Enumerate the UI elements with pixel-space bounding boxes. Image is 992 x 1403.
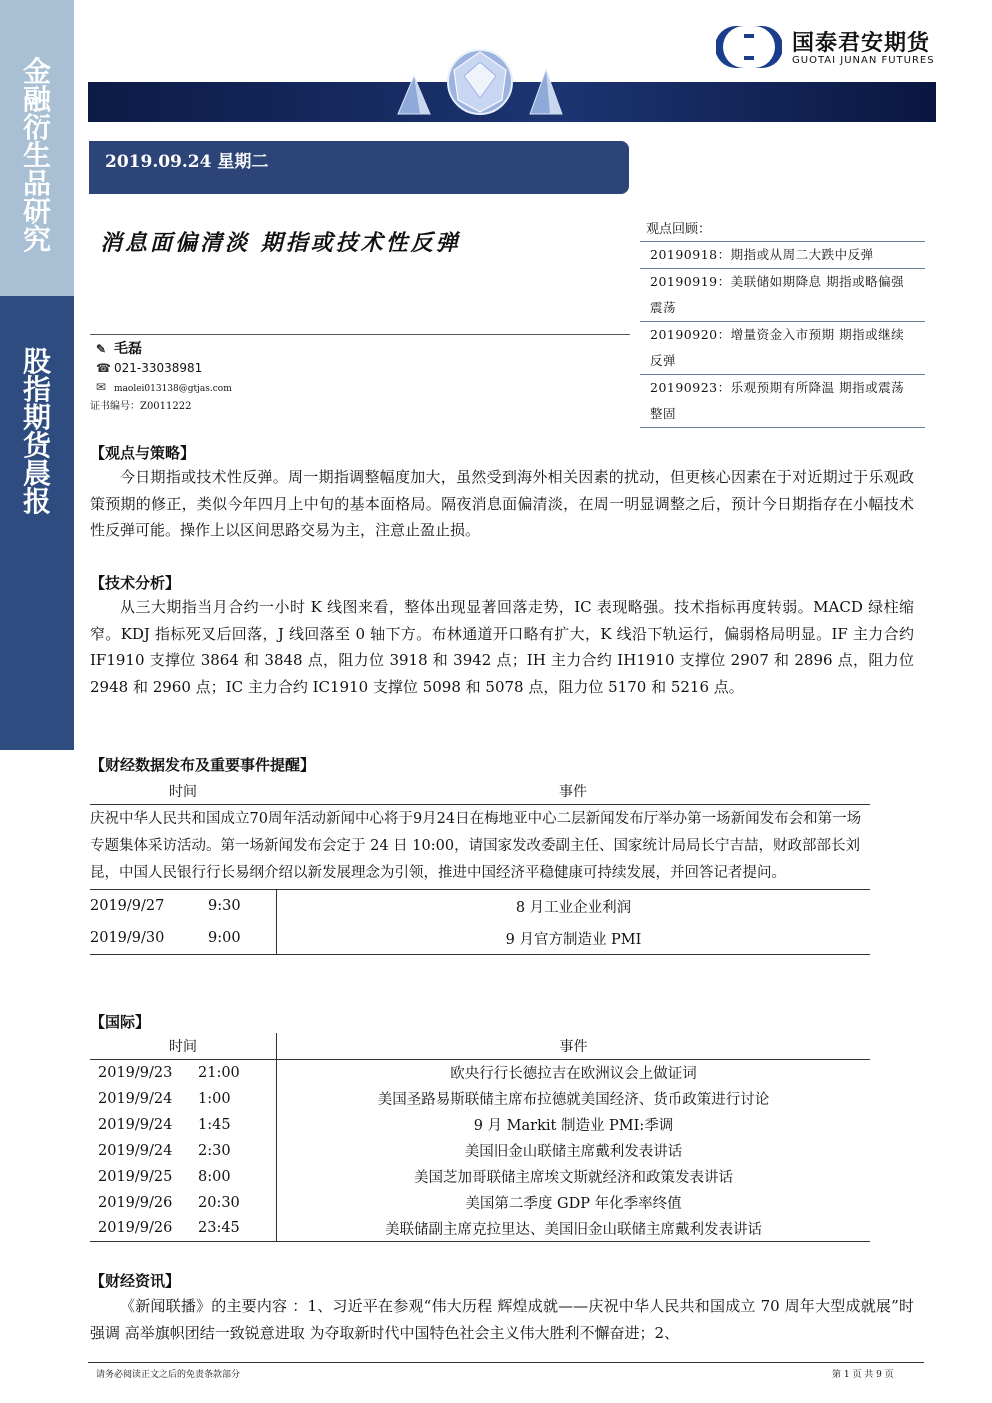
author-cert: 证书编号：Z0011222 bbox=[90, 401, 192, 412]
table-row bbox=[90, 1138, 870, 1164]
col-event: 事件 bbox=[277, 1033, 871, 1060]
company-name-cn: 国泰君安期货 bbox=[792, 31, 931, 56]
row-date: 2019/9/26 bbox=[98, 1194, 173, 1211]
table-row bbox=[90, 1060, 870, 1086]
row-event: 8 月工业企业利润 bbox=[277, 890, 871, 922]
review-item: 20190918：期指或从周二大跌中反弹 bbox=[640, 242, 925, 269]
side-band-top bbox=[0, 0, 74, 296]
row-event: 9 月官方制造业 PMI bbox=[277, 922, 871, 954]
row-time: 1:45 bbox=[198, 1116, 231, 1133]
side-label-research: 金 融 衍 生 品 研 究 bbox=[22, 55, 51, 256]
author-name-row bbox=[96, 338, 142, 358]
row-time: 9:00 bbox=[208, 930, 241, 946]
domestic-rows bbox=[90, 890, 870, 954]
row-date: 2019/9/30 bbox=[90, 930, 165, 946]
row-time: 21:00 bbox=[198, 1064, 240, 1081]
row-date: 2019/9/24 bbox=[98, 1142, 173, 1159]
table-row bbox=[90, 890, 870, 922]
row-date-time bbox=[90, 1164, 277, 1190]
row-time: 9:30 bbox=[208, 898, 241, 914]
col-time: 时间 bbox=[169, 784, 197, 800]
report-date: 2019.09.24 星期二 bbox=[89, 141, 629, 194]
news-heading: 【财经资讯】 bbox=[90, 1272, 181, 1290]
technical-text: 从三大期指当月合约一小时 K 线图来看，整体出现显著回落走势，IC 表现略强。技术指标再度转弱。MACD 绿柱缩窄。KDJ 指标死叉后回落，J 线回落至 0 轴下方。布林通道开口略有扩大，K 线沿下轨运行，偏弱格局明显。IF 主力合约 IF1910 支撑位 3864 和 3848 点，阻力位 3918 和 3942 点；IH 主力合约 IH1910 支撑位 2907 和 2896 点，阻力位 2948 和 2960 点；IC 主力合约 IC1910 支撑位 5098 和 5078 点，阻力位 5170 和 5216 点。 bbox=[90, 598, 914, 696]
author-email[interactable]: maolei013138@gtjas.com bbox=[114, 384, 232, 394]
author-divider bbox=[90, 334, 630, 335]
row-event: 9 月 Markit 制造业 PMI:季调 bbox=[277, 1112, 871, 1138]
company-logo-icon bbox=[716, 26, 782, 68]
row-time: 1:00 bbox=[198, 1090, 231, 1107]
table-row bbox=[90, 1112, 870, 1138]
col-time: 时间 bbox=[169, 1039, 197, 1055]
row-date: 2019/9/23 bbox=[98, 1064, 173, 1081]
author-phone: 021-33038981 bbox=[114, 361, 203, 375]
page-number: 第 1 页 共 9 页 bbox=[832, 1370, 894, 1380]
side-label-report: 股 指 期 货 晨 报 bbox=[22, 345, 51, 518]
phone-icon: ☎ bbox=[96, 361, 111, 375]
row-date: 2019/9/27 bbox=[90, 898, 165, 914]
row-date-time bbox=[90, 1216, 277, 1242]
row-event: 美国第二季度 GDP 年化季率终值 bbox=[277, 1190, 871, 1216]
domestic-table bbox=[90, 778, 870, 955]
strategy-text: 今日期指或技术性反弹。周一期指调整幅度加大，虽然受到海外相关因素的扰动，但更核心因素在于对近期过于乐观政策预期的修正，类似今年四月上中旬的基本面格局。隔夜消息面偏清淡，在周一明显调整之后，预计今日期指存在小幅技术性反弹可能。操作上以区间思路交易为主，注意止盈止损。 bbox=[90, 468, 914, 539]
review-item: 20190923：乐观预期有所降温 期指或震荡整固 bbox=[640, 375, 925, 428]
review-item: 20190919：美联储如期降息 期指或略偏强震荡 bbox=[640, 269, 925, 322]
footer-divider bbox=[88, 1362, 924, 1363]
news-text: 《新闻联播》的主要内容 ：1、习近平在参观“伟大历程 辉煌成就——庆祝中华人民共和国成立 70 周年大型成就展”时强调 高举旗帜团结一致锐意进取 为夺取新时代中国特色社会主义伟大胜利不懈奋进；2、 bbox=[90, 1297, 914, 1342]
row-date-time bbox=[90, 1112, 277, 1138]
row-date-time bbox=[90, 1190, 277, 1216]
row-date: 2019/9/24 bbox=[98, 1116, 173, 1133]
table-row bbox=[90, 1164, 870, 1190]
table-row bbox=[90, 1216, 870, 1242]
row-event: 美国圣路易斯联储主席布拉德就美国经济、货币政策进行讨论 bbox=[277, 1086, 871, 1112]
strategy-heading: 【观点与策略】 bbox=[90, 444, 196, 462]
row-date: 2019/9/24 bbox=[98, 1090, 173, 1107]
row-event: 美国芝加哥联储主席埃文斯就经济和政策发表讲话 bbox=[277, 1164, 871, 1190]
row-date-time bbox=[90, 1138, 277, 1164]
author-name: 毛磊 bbox=[114, 341, 142, 357]
footer-disclaimer: 请务必阅读正文之后的免责条款部分 bbox=[96, 1370, 241, 1380]
review-title: 观点回顾： bbox=[640, 214, 925, 242]
viewpoint-review bbox=[640, 214, 925, 428]
row-event: 美国旧金山联储主席戴利发表讲话 bbox=[277, 1138, 871, 1164]
domestic-note: 庆祝中华人民共和国成立70周年活动新闻中心将于9月24日在梅地亚中心二层新闻发布厅举办第一场新闻发布会和第一场专题集体采访活动。第一场新闻发布会定于 24 日 10:00，请国家发改委副主任、国家统计局局长宁吉喆，财政部部长刘昆，中国人民银行行长易纲介绍以新发展理念为引领，推进中国经济平稳健康可持续发展，并回答记者提问。 bbox=[90, 811, 862, 881]
row-event: 美联储副主席克拉里达、美国旧金山联储主席戴利发表讲话 bbox=[277, 1216, 871, 1242]
mail-icon: ✉ bbox=[96, 380, 107, 394]
international-table bbox=[90, 1033, 870, 1242]
row-time: 8:00 bbox=[198, 1168, 231, 1185]
diamond-graphic-icon bbox=[390, 48, 570, 124]
row-time: 20:30 bbox=[198, 1194, 240, 1211]
table-row bbox=[90, 1086, 870, 1112]
row-date: 2019/9/25 bbox=[98, 1168, 173, 1185]
pen-icon: ✎ bbox=[96, 342, 107, 356]
row-date-time bbox=[90, 1086, 277, 1112]
col-event: 事件 bbox=[559, 784, 587, 800]
row-time: 23:45 bbox=[198, 1220, 240, 1237]
report-title: 消息面偏清淡 期指或技术性反弹 bbox=[100, 230, 461, 256]
author-phone-row bbox=[96, 361, 202, 375]
technical-heading: 【技术分析】 bbox=[90, 574, 181, 592]
author-email-row bbox=[96, 380, 232, 394]
international-heading: 【国际】 bbox=[90, 1013, 151, 1031]
table-row bbox=[90, 1190, 870, 1216]
row-event: 欧央行行长德拉吉在欧洲议会上做证词 bbox=[277, 1060, 871, 1086]
row-date-time bbox=[90, 1060, 277, 1086]
side-band-bottom bbox=[0, 296, 74, 750]
review-item: 20190920：增量资金入市预期 期指或继续反弹 bbox=[640, 322, 925, 375]
row-date: 2019/9/26 bbox=[98, 1220, 173, 1237]
domestic-heading: 【财经数据发布及重要事件提醒】 bbox=[90, 756, 316, 774]
row-time: 2:30 bbox=[198, 1142, 231, 1159]
table-row bbox=[90, 922, 870, 954]
company-name-en: GUOTAI JUNAN FUTURES bbox=[792, 55, 935, 66]
